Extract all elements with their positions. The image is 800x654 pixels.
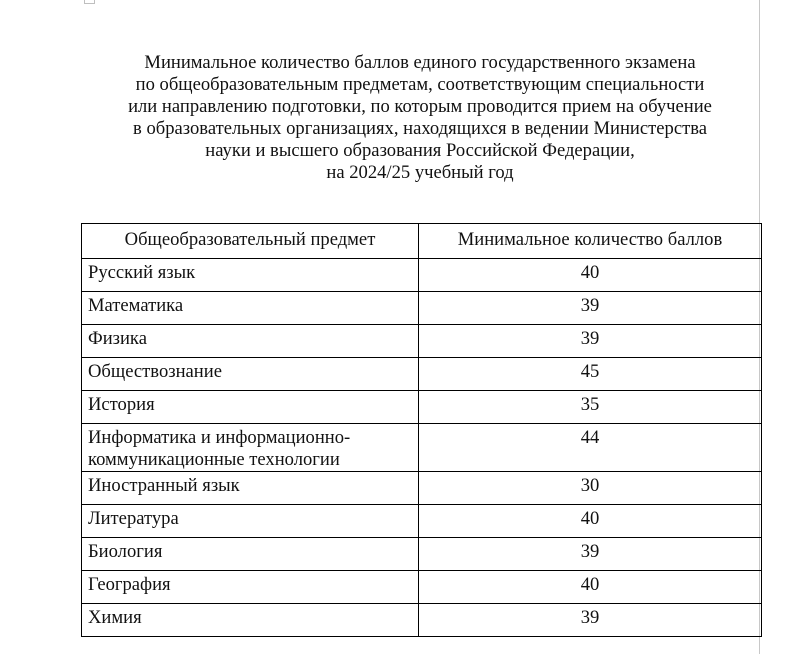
table-row xyxy=(82,358,762,391)
table-row xyxy=(82,391,762,424)
table-row xyxy=(82,472,762,505)
score-cell: 45 xyxy=(419,358,762,391)
table-row xyxy=(82,424,762,472)
heading-line: на 2024/25 учебный год xyxy=(326,162,514,183)
heading-line: науки и высшего образования Российской Федерации, xyxy=(205,140,635,161)
table-row xyxy=(82,325,762,358)
score-cell: 39 xyxy=(419,604,762,637)
score-cell: 39 xyxy=(419,538,762,571)
subject-cell: География xyxy=(82,571,419,604)
subject-cell: Русский язык xyxy=(82,259,419,292)
subject-cell: Химия xyxy=(82,604,419,637)
heading-line: или направлению подготовки, по которым проводится прием на обучение xyxy=(128,96,712,117)
score-cell: 39 xyxy=(419,292,762,325)
score-cell: 44 xyxy=(419,424,762,472)
table-row xyxy=(82,538,762,571)
subject-cell: Литература xyxy=(82,505,419,538)
corner-mark xyxy=(84,0,95,4)
heading-line: в образовательных организациях, находящихся в ведении Министерства xyxy=(133,118,707,139)
table-row xyxy=(82,604,762,637)
table-row xyxy=(82,259,762,292)
subject-column-header: Общеобразовательный предмет xyxy=(82,224,419,259)
score-cell: 30 xyxy=(419,472,762,505)
table-row xyxy=(82,292,762,325)
subject-cell: Иностранный язык xyxy=(82,472,419,505)
heading-line: Минимальное количество баллов единого государственного экзамена xyxy=(144,52,696,73)
subject-cell: Физика xyxy=(82,325,419,358)
score-cell: 35 xyxy=(419,391,762,424)
score-cell: 40 xyxy=(419,571,762,604)
subject-cell: Математика xyxy=(82,292,419,325)
document-heading xyxy=(60,52,780,184)
subject-cell: Биология xyxy=(82,538,419,571)
table-row xyxy=(82,505,762,538)
score-column-header: Минимальное количество баллов xyxy=(419,224,762,259)
score-cell: 40 xyxy=(419,259,762,292)
heading-line: по общеобразовательным предметам, соответствующим специальности xyxy=(135,74,705,95)
subject-cell: История xyxy=(82,391,419,424)
table-row xyxy=(82,571,762,604)
table-header-row xyxy=(82,224,762,259)
subject-cell: Обществознание xyxy=(82,358,419,391)
score-cell: 40 xyxy=(419,505,762,538)
scores-table xyxy=(81,223,762,637)
subject-cell: Информатика и информационно-коммуникационные технологии xyxy=(82,424,419,472)
score-cell: 39 xyxy=(419,325,762,358)
